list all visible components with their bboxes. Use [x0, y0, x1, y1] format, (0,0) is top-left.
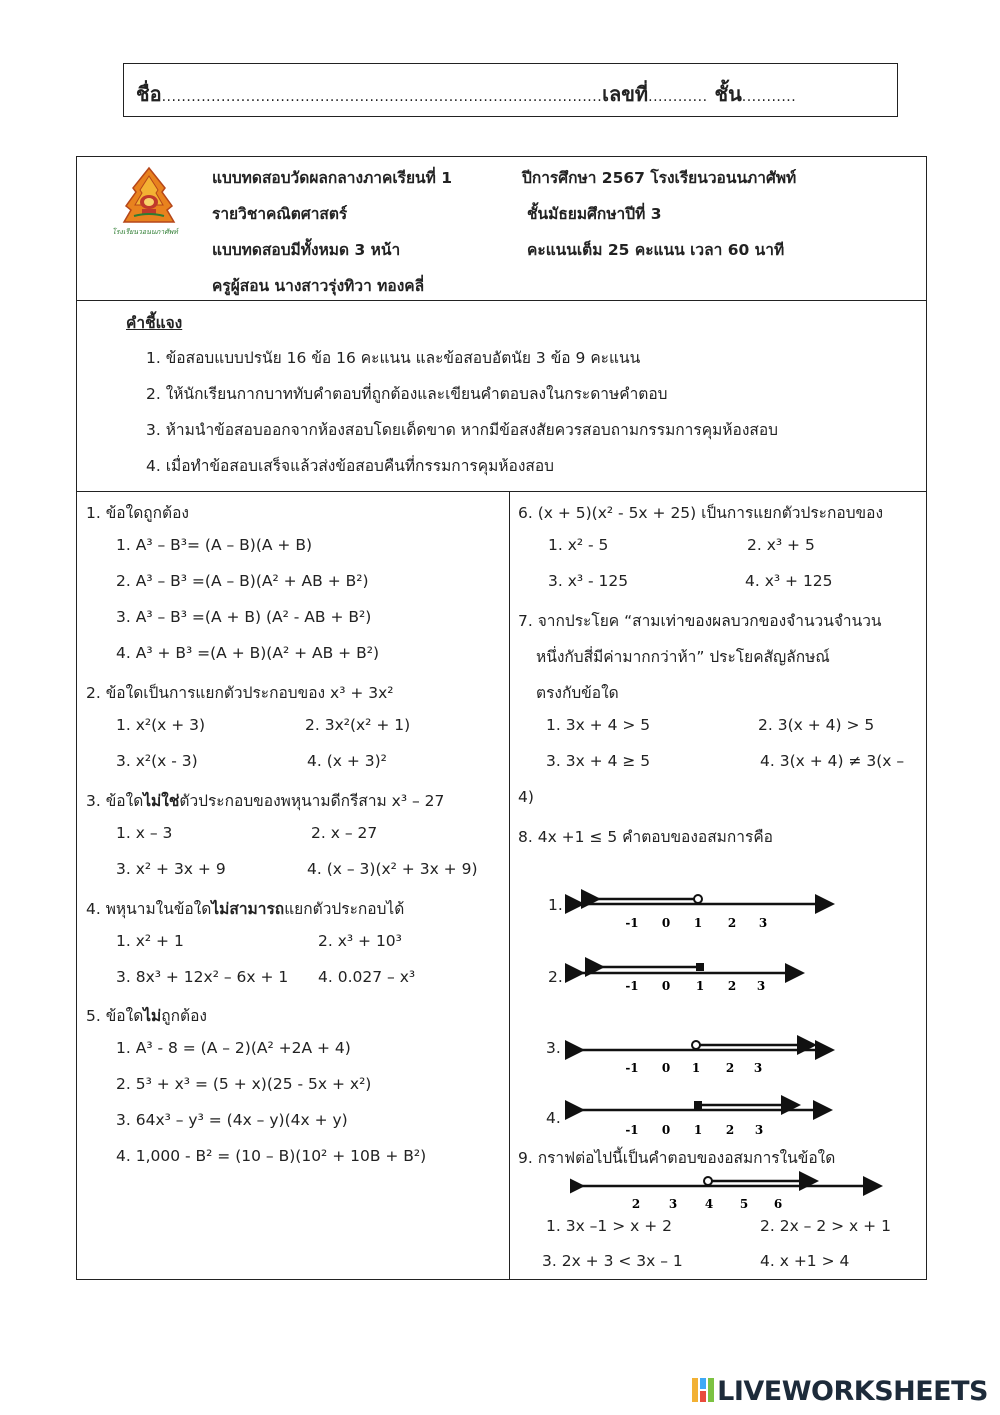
liveworksheets-watermark: LIVEWORKSHEETS — [692, 1376, 988, 1407]
tick-label: -1 — [625, 1061, 639, 1075]
q9-choice-2[interactable]: 2. 2x – 2 > x + 1 — [760, 1217, 891, 1235]
q4-stem: 4. พหุนามในข้อใดไม่สามารถแยกตัวประกอบได้ — [86, 900, 405, 918]
q5-choice-3[interactable]: 3. 64x³ – y³ = (4x – y)(4x + y) — [116, 1111, 348, 1129]
q7-choice-1[interactable]: 1. 3x + 4 > 5 — [546, 716, 651, 734]
q5-choice-1[interactable]: 1. A³ - 8 = (A – 2)(A² +2A + 4) — [116, 1039, 351, 1057]
number-line-1[interactable] — [580, 895, 830, 930]
tick-label: 1 — [695, 979, 705, 993]
q7-choice-4[interactable]: 4. 3(x + 4) ≠ 3(x – — [760, 752, 905, 770]
q1-stem: 1. ข้อใดถูกต้อง — [86, 504, 189, 522]
q4-choice-4[interactable]: 4. 0.027 – x³ — [318, 968, 416, 986]
q7-stem-line3: ตรงกับข้อใด — [536, 684, 619, 702]
header-line2-right: ชั้นมัธยมศึกษาปีที่ 3 — [527, 205, 662, 223]
q5-choice-4[interactable]: 4. 1,000 - B² = (10 – B)(10² + 10B + B²) — [116, 1147, 427, 1165]
tick-label: 4 — [704, 1197, 714, 1211]
q8-choice-label-3[interactable]: 3. — [546, 1039, 561, 1057]
q4-choice-2[interactable]: 2. x³ + 10³ — [318, 932, 402, 950]
tick-label: 2 — [725, 1123, 735, 1137]
school-logo — [120, 166, 178, 234]
q9-choice-1[interactable]: 1. 3x –1 > x + 2 — [546, 1217, 673, 1235]
number-line-4[interactable] — [580, 1101, 828, 1137]
q7-stem-line2: หนึ่งกับสี่มีค่ามากกว่าห้า” ประโยคสัญลักษณ์ — [536, 648, 830, 666]
tick-label: 0 — [661, 916, 671, 930]
q8-choice-label-2[interactable]: 2. — [548, 968, 563, 986]
tick-label: 2 — [631, 1197, 641, 1211]
q8-number-lines — [560, 880, 850, 1140]
q8-choice-label-4[interactable]: 4. — [546, 1109, 561, 1127]
name-box: ชื่อ.........................................................................................เลขที่............ ชั้น........... — [123, 63, 898, 117]
q7-choice-3[interactable]: 3. 3x + 4 ≥ 5 — [546, 752, 651, 770]
q4-choice-3[interactable]: 3. 8x³ + 12x² – 6x + 1 — [116, 968, 289, 986]
tick-label: 2 — [727, 916, 737, 930]
q4-choice-1[interactable]: 1. x² + 1 — [116, 932, 184, 950]
instructions-title: คำชี้แจง — [126, 314, 183, 332]
tick-label: 0 — [661, 1061, 671, 1075]
q1-choice-3[interactable]: 3. A³ – B³ =(A + B) (A² - AB + B²) — [116, 608, 372, 626]
q3-choice-3[interactable]: 3. x² + 3x + 9 — [116, 860, 226, 878]
tick-label: 1 — [691, 1061, 701, 1075]
class-label: ชั้น — [714, 82, 742, 106]
column-divider — [509, 491, 510, 1280]
header-line3-left: แบบทดสอบมีทั้งหมด 3 หน้า — [212, 241, 401, 259]
q2-choice-4[interactable]: 4. (x + 3)² — [307, 752, 387, 770]
tick-label: 3 — [756, 979, 766, 993]
divider — [76, 491, 927, 492]
header-line3-right: คะแนนเต็ม 25 คะแนน เวลา 60 นาที — [527, 241, 785, 259]
q2-choice-2[interactable]: 2. 3x²(x² + 1) — [305, 716, 411, 734]
name-label: ชื่อ — [136, 82, 162, 106]
q2-choice-3[interactable]: 3. x²(x - 3) — [116, 752, 198, 770]
instruction-item: 1. ข้อสอบแบบปรนัย 16 ข้อ 16 คะแนน และข้อสอบอัตนัย 3 ข้อ 9 คะแนน — [146, 349, 641, 367]
q3-stem: 3. ข้อใดไม่ใช่ตัวประกอบของพหุนามดีกรีสาม x³ – 27 — [86, 792, 445, 810]
q9-choice-3[interactable]: 3. 2x + 3 < 3x – 1 — [542, 1252, 683, 1270]
tick-label: -1 — [625, 979, 639, 993]
number-label: เลขที่ — [602, 82, 649, 106]
q8-stem: 8. 4x +1 ≤ 5 คำตอบของอสมการคือ — [518, 828, 773, 846]
instruction-item: 4. เมื่อทำข้อสอบเสร็จแล้วส่งข้อสอบคืนที่กรรมการคุมห้องสอบ — [146, 457, 555, 475]
q3-choice-1[interactable]: 1. x – 3 — [116, 824, 173, 842]
tick-label: 2 — [727, 979, 737, 993]
header-line1-right: ปีการศึกษา 2567 โรงเรียนวอนนภาศัพท์ — [522, 169, 797, 187]
q1-choice-1[interactable]: 1. A³ – B³= (A – B)(A + B) — [116, 536, 313, 554]
q6-choice-4[interactable]: 4. x³ + 125 — [745, 572, 833, 590]
q9-stem: 9. กราฟต่อไปนี้เป็นคำตอบของอสมการในข้อใด — [518, 1149, 836, 1167]
q1-choice-2[interactable]: 2. A³ – B³ =(A – B)(A² + AB + B²) — [116, 572, 369, 590]
tick-label: 1 — [693, 1123, 703, 1137]
q7-choice-4-wrap: 4) — [518, 788, 534, 806]
tick-label: 1 — [693, 916, 703, 930]
tick-label: 3 — [758, 916, 768, 930]
q6-choice-3[interactable]: 3. x³ - 125 — [548, 572, 629, 590]
q6-stem: 6. (x + 5)(x² - 5x + 25) เป็นการแยกตัวประกอบของ — [518, 504, 884, 522]
instruction-item: 2. ให้นักเรียนกากบาททับคำตอบที่ถูกต้องและเขียนคำตอบลงในกระดาษคำตอบ — [146, 385, 668, 403]
tick-label: 5 — [739, 1197, 749, 1211]
q2-choice-1[interactable]: 1. x²(x + 3) — [116, 716, 206, 734]
q5-stem: 5. ข้อใดไม่ถูกต้อง — [86, 1007, 207, 1025]
number-line-2[interactable] — [580, 963, 800, 993]
header-line4: ครูผู้สอน นางสาวรุ่งทิวา ทองคลี่ — [212, 277, 425, 295]
q9-number-line — [570, 1170, 890, 1212]
q3-choice-4[interactable]: 4. (x – 3)(x² + 3x + 9) — [307, 860, 478, 878]
tick-label: 3 — [753, 1061, 763, 1075]
header-line2-left: รายวิชาคณิตศาสตร์ — [212, 205, 348, 223]
q7-choice-2[interactable]: 2. 3(x + 4) > 5 — [758, 716, 875, 734]
logo-caption: โรงเรียนวอนนภาศัพท์ — [112, 228, 178, 236]
q3-choice-2[interactable]: 2. x – 27 — [311, 824, 378, 842]
number-line-3[interactable] — [580, 1041, 830, 1075]
q2-stem: 2. ข้อใดเป็นการแยกตัวประกอบของ x³ + 3x² — [86, 684, 394, 702]
instruction-item: 3. ห้ามนำข้อสอบออกจากห้องสอบโดยเด็ดขาด หากมีข้อสงสัยควรสอบถามกรรมการคุมห้องสอบ — [146, 421, 779, 439]
divider — [76, 300, 927, 301]
tick-label: 2 — [725, 1061, 735, 1075]
tick-label: 0 — [661, 1123, 671, 1137]
q9-choice-4[interactable]: 4. x +1 > 4 — [760, 1252, 850, 1270]
q1-choice-4[interactable]: 4. A³ + B³ =(A + B)(A² + AB + B²) — [116, 644, 379, 662]
tick-label: -1 — [625, 916, 639, 930]
q8-choice-label-1[interactable]: 1. — [548, 896, 563, 914]
tick-label: 0 — [661, 979, 671, 993]
q5-choice-2[interactable]: 2. 5³ + x³ = (5 + x)(25 - 5x + x²) — [116, 1075, 372, 1093]
q6-choice-1[interactable]: 1. x² - 5 — [548, 536, 609, 554]
tick-label: 3 — [754, 1123, 764, 1137]
tick-label: 3 — [668, 1197, 678, 1211]
tick-label: -1 — [625, 1123, 639, 1137]
q7-stem-line1: 7. จากประโยค “สามเท่าของผลบวกของจำนวนจำนวน — [518, 612, 882, 630]
liveworksheets-logo-icon — [692, 1378, 714, 1402]
q6-choice-2[interactable]: 2. x³ + 5 — [747, 536, 815, 554]
header-line1-left: แบบทดสอบวัดผลกลางภาคเรียนที่ 1 — [212, 169, 453, 187]
tick-label: 6 — [773, 1197, 783, 1211]
